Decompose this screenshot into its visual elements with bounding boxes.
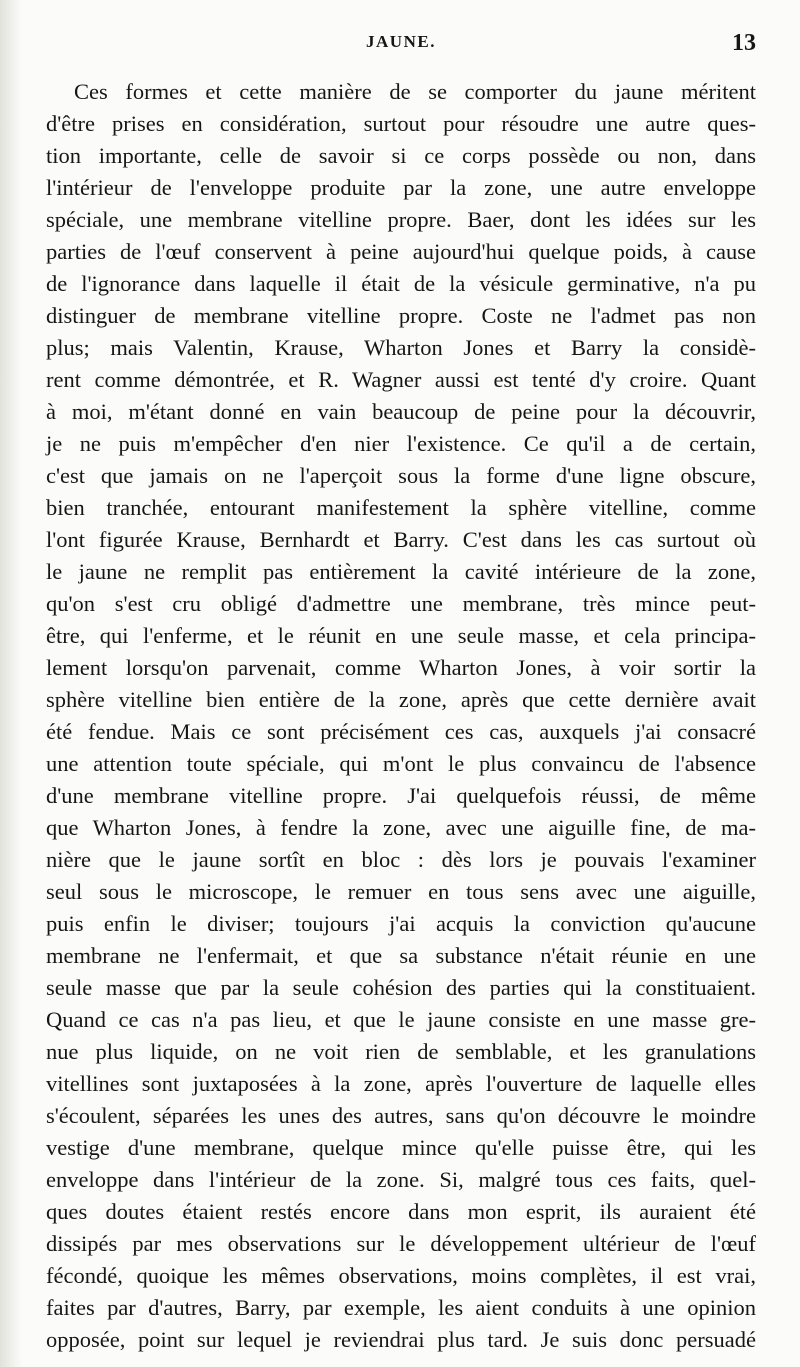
page-number: 13 xyxy=(732,30,756,56)
text-line: être, qui l'enferme, et le réunit en une seule masse, et cela principa- xyxy=(46,623,756,648)
text-line: vitellines sont juxtaposées à la zone, après l'ouverture de laquelle elles xyxy=(46,1071,756,1096)
text-line: tion importante, celle de savoir si ce corps possède ou non, dans xyxy=(46,143,756,168)
text-line: fécondé, quoique les mêmes observations, moins complètes, il est vrai, xyxy=(46,1263,756,1288)
text-line: Ces formes et cette manière de se comporter du jaune méritent xyxy=(74,79,756,104)
text-line: distinguer de membrane vitelline propre. Coste ne l'admet pas non xyxy=(46,303,756,328)
text-line: l'intérieur de l'enveloppe produite par la zone, une autre enveloppe xyxy=(46,175,756,200)
text-line: puis enfin le diviser; toujours j'ai acquis la conviction qu'aucune xyxy=(46,911,756,936)
text-line: de l'ignorance dans laquelle il était de la vésicule germinative, n'a pu xyxy=(46,271,756,296)
text-line: ques doutes étaient restés encore dans mon esprit, ils auraient été xyxy=(46,1199,756,1224)
text-line: rent comme démontrée, et R. Wagner aussi est tenté d'y croire. Quant xyxy=(46,367,756,392)
text-line: plus; mais Valentin, Krause, Wharton Jones et Barry la considè- xyxy=(46,335,756,360)
running-title: JAUNE. xyxy=(366,32,436,51)
text-line: Quand ce cas n'a pas lieu, et que le jaune consiste en une masse gre- xyxy=(46,1007,756,1032)
page-header xyxy=(46,32,756,62)
text-line: lement lorsqu'on parvenait, comme Wharton Jones, à voir sortir la xyxy=(46,655,756,680)
text-line: seul sous le microscope, le remuer en tous sens avec une aiguille, xyxy=(46,879,756,904)
text-line: c'est que jamais on ne l'aperçoit sous la forme d'une ligne obscure, xyxy=(46,463,756,488)
text-line: s'écoulent, séparées les unes des autres, sans qu'on découvre le moindre xyxy=(46,1103,756,1128)
text-line: d'être prises en considération, surtout pour résoudre une autre ques- xyxy=(46,111,756,136)
text-line: enveloppe dans l'intérieur de la zone. Si, malgré tous ces faits, quel- xyxy=(46,1167,756,1192)
text-line: sphère vitelline bien entière de la zone, après que cette dernière avait xyxy=(46,687,756,712)
text-line: je ne puis m'empêcher d'en nier l'existence. Ce qu'il a de certain, xyxy=(46,431,756,456)
text-line: l'ont figurée Krause, Bernhardt et Barry. C'est dans les cas surtout où xyxy=(46,527,756,552)
text-line: que Wharton Jones, à fendre la zone, avec une aiguille fine, de ma- xyxy=(46,815,756,840)
text-line: faites par d'autres, Barry, par exemple, les aient conduits à une opinion xyxy=(46,1295,756,1320)
text-line: le jaune ne remplit pas entièrement la cavité intérieure de la zone, xyxy=(46,559,756,584)
text-line: d'une membrane vitelline propre. J'ai quelquefois réussi, de même xyxy=(46,783,756,808)
text-line: bien tranchée, entourant manifestement la sphère vitelline, comme xyxy=(46,495,756,520)
text-line: membrane ne l'enfermait, et que sa substance n'était réunie en une xyxy=(46,943,756,968)
text-line: nue plus liquide, on ne voit rien de semblable, et les granulations xyxy=(46,1039,756,1064)
body-paragraph xyxy=(46,76,756,1356)
text-line: opposée, point sur lequel je reviendrai plus tard. Je suis donc persuadé xyxy=(46,1327,756,1352)
text-line: parties de l'œuf conservent à peine aujourd'hui quelque poids, à cause xyxy=(46,239,756,264)
text-line: dissipés par mes observations sur le développement ultérieur de l'œuf xyxy=(46,1231,756,1256)
text-line: à moi, m'étant donné en vain beaucoup de peine pour la découvrir, xyxy=(46,399,756,424)
text-line: vestige d'une membrane, quelque mince qu'elle puisse être, qui les xyxy=(46,1135,756,1160)
text-line: seule masse que par la seule cohésion des parties qui la constituaient. xyxy=(46,975,756,1000)
text-line: nière que le jaune sortît en bloc : dès lors je pouvais l'examiner xyxy=(46,847,756,872)
text-line: spéciale, une membrane vitelline propre. Baer, dont les idées sur les xyxy=(46,207,756,232)
text-line: une attention toute spéciale, qui m'ont le plus convaincu de l'absence xyxy=(46,751,756,776)
text-line: qu'on s'est cru obligé d'admettre une membrane, très mince peut- xyxy=(46,591,756,616)
text-line: été fendue. Mais ce sont précisément ces cas, auxquels j'ai consacré xyxy=(46,719,756,744)
